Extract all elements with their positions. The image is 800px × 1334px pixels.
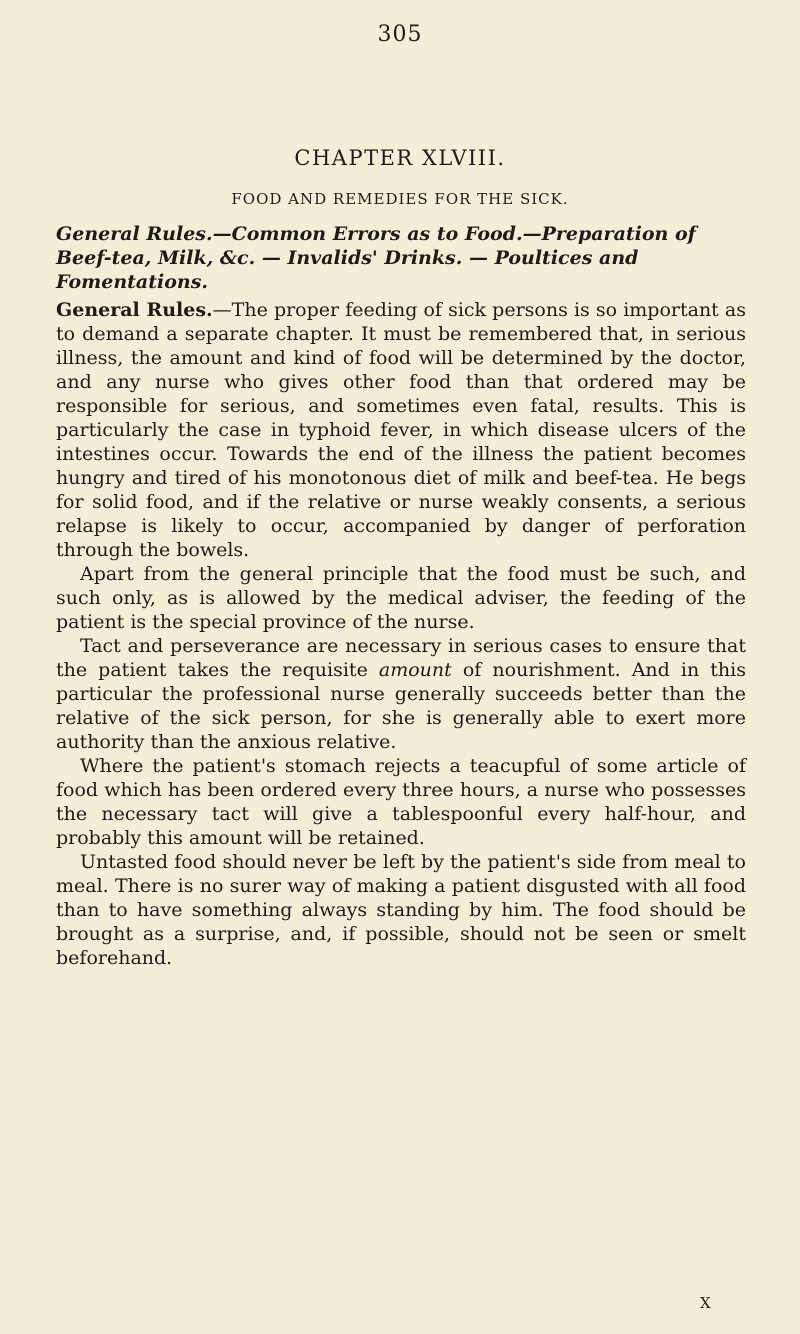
paragraph-untasted bbox=[56, 850, 746, 970]
paragraph-text: Apart from the general principle that the food must be such, and such only, as is allowed by the medical adviser, the feeding of the patient is the special province of the nurse. bbox=[56, 563, 746, 633]
paragraph-stomach bbox=[56, 754, 746, 850]
run-in-heading: General Rules. bbox=[56, 299, 213, 321]
paragraph-text: Where the patient's stomach rejects a teacupful of some article of food which has been ordered every three hours, a nurse who possesses the necessary tact will give a tablespoonful every half-hour, and probably this amount will be retained. bbox=[56, 755, 746, 849]
paragraph-text: —The proper feeding of sick persons is so important as to demand a separate chapter. It must be remembered that, in serious illness, the amount and kind of food will be determined by the doctor, and any nurse who gives other food than that ordered may be responsible for serious, and sometimes even fatal, results. This is particularly the case in typhoid fever, in which disease ulcers of the intestines occur. Towards the end of the illness the patient becomes hungry and tired of his monotonous diet of milk and beef-tea. He begs for solid food, and if the relative or nurse weakly consents, a serious relapse is likely to occur, accompanied by danger of perforation through the bowels. bbox=[56, 299, 747, 561]
emphasized-word: amount bbox=[378, 659, 452, 681]
paragraph-general-rules bbox=[56, 298, 746, 562]
paragraph-text: of nourishment. And in this particular the professional nurse generally succeeds better than the relative of the sick person, for she is generally able to exert more authority than the anxious relative. bbox=[56, 659, 746, 753]
chapter-title: CHAPTER XLVIII. bbox=[294, 146, 506, 170]
chapter-subtitle: FOOD AND REMEDIES FOR THE SICK. bbox=[231, 190, 569, 208]
paragraph-apart-from bbox=[56, 562, 746, 634]
chapter-summary: General Rules.—Common Errors as to Food.—Preparation of Beef-tea, Milk, &c. — Invalids' Drinks. — Poultices and Fomentations. bbox=[56, 223, 696, 293]
paragraph-text: Untasted food should never be left by the patient's side from meal to meal. There is no surer way of making a patient disgusted with all food than to have something always standing by him. The food should be brought as a surprise, and, if possible, should not be seen or smelt beforehand. bbox=[56, 851, 746, 969]
paragraph-text: Tact and perseverance are necessary in serious cases to ensure that the patient takes the requisite bbox=[56, 635, 746, 681]
paragraph-tact bbox=[56, 634, 746, 754]
page-number: 305 bbox=[377, 22, 423, 47]
chapter-body bbox=[56, 298, 746, 970]
signature-mark: X bbox=[700, 1294, 711, 1312]
